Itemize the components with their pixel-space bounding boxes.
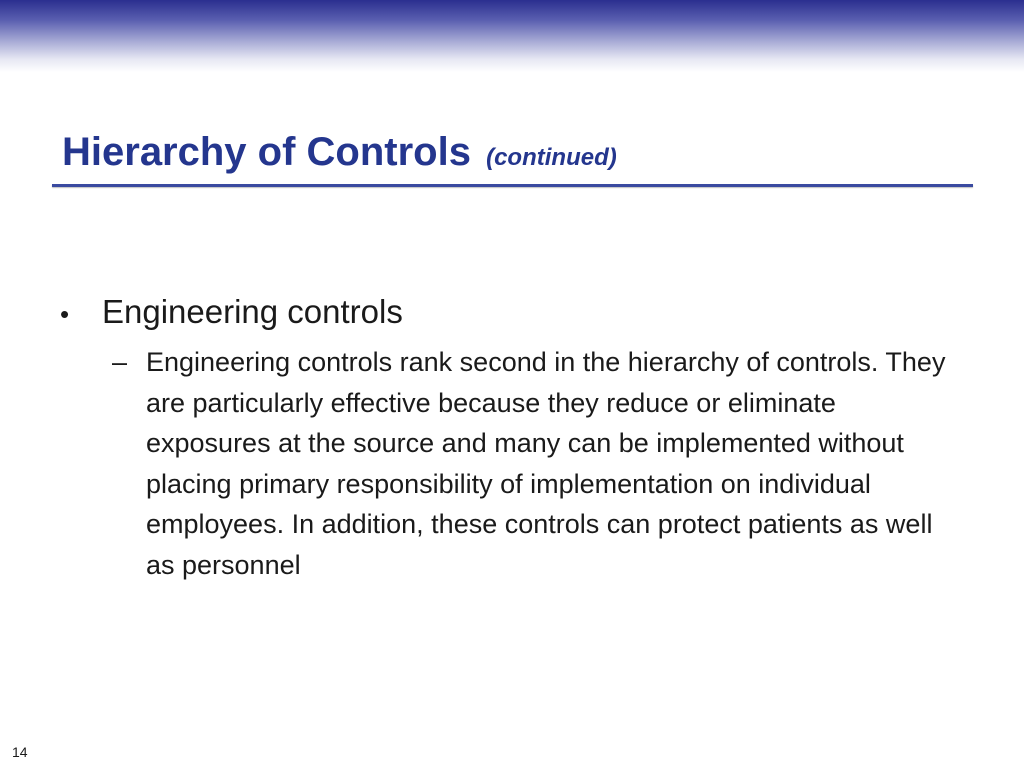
bullet-text: Engineering controls (102, 293, 403, 330)
sub-bullet-marker: – (112, 347, 128, 377)
title-underline-rule (52, 184, 973, 187)
slide-title (62, 124, 617, 186)
slide-title-main: Hierarchy of Controls (62, 130, 471, 174)
slide-title-suffix: (continued) (486, 144, 617, 171)
page-number: 14 (12, 744, 28, 760)
bullet-item (60, 290, 960, 336)
sub-bullet-item (112, 342, 960, 585)
bullet-marker: • (60, 299, 70, 329)
slide-body (60, 290, 960, 585)
sub-bullet-text: Engineering controls rank second in the hierarchy of controls. They are particularly effective because they reduce or eliminate exposures at the source and many can be implemented without placing primary responsibility of implementation on individual employees. In addition, these controls can protect patients as well as personnel (146, 347, 946, 580)
header-gradient-band (0, 0, 1024, 72)
